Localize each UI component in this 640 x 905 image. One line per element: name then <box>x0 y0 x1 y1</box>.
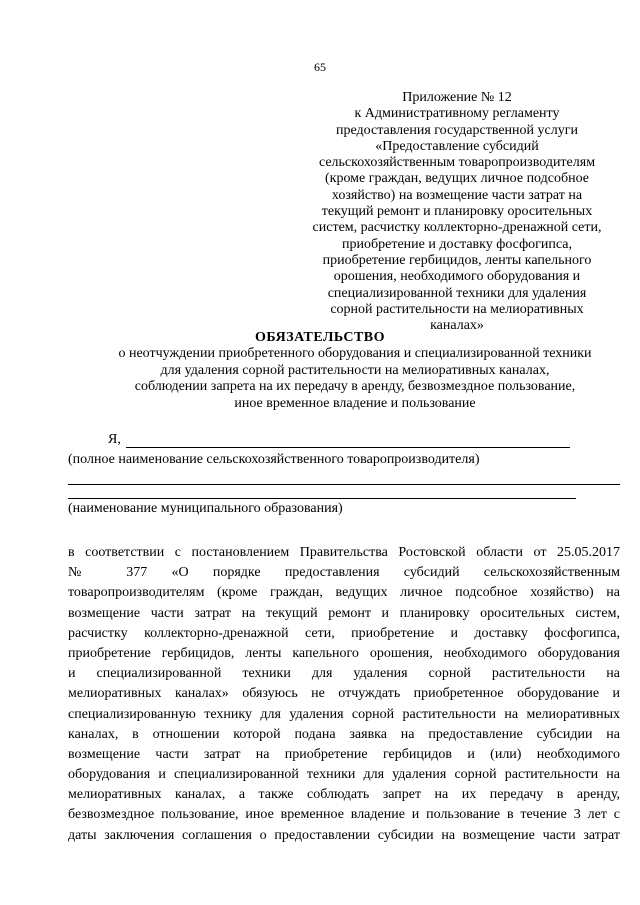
producer-name-field-continued[interactable] <box>68 484 620 485</box>
appendix-line: каналах» <box>430 318 484 334</box>
document-subtitle <box>90 346 620 412</box>
appendix-line: (кроме граждан, ведущих личное подсобное <box>324 171 589 187</box>
producer-name-caption: (полное наименование сельскохозяйственного товаропроизводителя) <box>68 452 480 467</box>
subtitle-line: о неотчуждении приобретенного оборудования и специализированной техники <box>118 346 592 361</box>
municipality-caption: (наименование муниципального образования) <box>68 501 343 516</box>
appendix-line: орошения, необходимого оборудования и <box>333 269 581 285</box>
body-line: в соответствии с постановлением Правительства Ростовской области от 25.05.2017 <box>68 545 620 560</box>
appendix-line: сельскохозяйственным товаропроизводителям <box>318 155 596 171</box>
appendix-line: приобретение гербицидов, ленты капельного <box>322 252 592 268</box>
ya-label: Я, <box>108 432 121 447</box>
appendix-line: приобретение и доставку фосфогипса, <box>342 236 572 252</box>
body-line: приобретение гербицидов, ленты капельного орошения, необходимого оборудования <box>68 645 620 661</box>
appendix-line: сорной растительности на мелиоративных <box>330 301 584 317</box>
body-line: мелиоративных каналах» обязуюсь не отчуждать приобретенное оборудование и <box>68 686 620 702</box>
body-line: возмещение части затрат на приобретение гербицидов и (или) необходимого <box>68 746 620 762</box>
body-line: оборудования и специализированной техники для удаления сорной растительности на <box>68 767 620 783</box>
subtitle-line: иное временное владение и пользование <box>234 395 476 411</box>
municipality-field[interactable] <box>68 498 576 499</box>
producer-name-field[interactable] <box>126 447 570 448</box>
body-line: и специализированной техники для удаления сорной растительности на <box>68 666 620 682</box>
body-line: товаропроизводителям (кроме граждан, ведущих личное подсобное хозяйство) на <box>68 585 620 601</box>
body-line: расчистку коллекторно-дренажной сети, приобретение и доставку фосфогипса, <box>68 625 620 641</box>
body-line: даты заключения соглашения о предоставлении субсидии на возмещение части затрат <box>68 827 620 843</box>
body-line: возмещение части затрат на текущий ремонт и планировку оросительных систем, <box>68 605 620 621</box>
body-line: безвозмездное пользование, иное временное владение и пользование в течение 3 лет с <box>68 807 620 823</box>
appendix-line: Приложение № 12 <box>402 90 512 105</box>
appendix-line: «Предоставление субсидий <box>375 138 539 154</box>
subtitle-line: соблюдении запрета на их передачу в аренду, безвозмездное пользование, <box>134 379 576 394</box>
appendix-header <box>296 90 618 334</box>
appendix-line: предоставления государственной услуги <box>336 122 578 138</box>
body-line: № 377 «О порядке предоставления субсидий сельскохозяйственным <box>68 565 620 581</box>
obligation-body <box>68 543 620 846</box>
body-line: специализированную технику для удаления сорной растительности на мелиоративных <box>68 706 620 722</box>
page-number: 65 <box>314 60 326 74</box>
appendix-line: хозяйство) на возмещение части затрат на <box>331 187 583 203</box>
document-title: ОБЯЗАТЕЛЬСТВО <box>254 330 386 345</box>
body-line: мелиоративных каналах, а также соблюдать запрет на их передачу в аренду, <box>68 787 620 803</box>
appendix-line: к Административному регламенту <box>354 106 560 122</box>
appendix-line: специализированной техники для удаления <box>327 285 587 301</box>
appendix-line: текущий ремонт и планировку оросительных <box>321 204 593 220</box>
body-line: каналах, в отношении которой подана заявка на предоставление субсидии на <box>68 726 620 742</box>
subtitle-line: для удаления сорной растительности на мелиоративных каналах, <box>160 362 550 378</box>
appendix-line: систем, расчистку коллекторно-дренажной сети, <box>312 220 602 236</box>
